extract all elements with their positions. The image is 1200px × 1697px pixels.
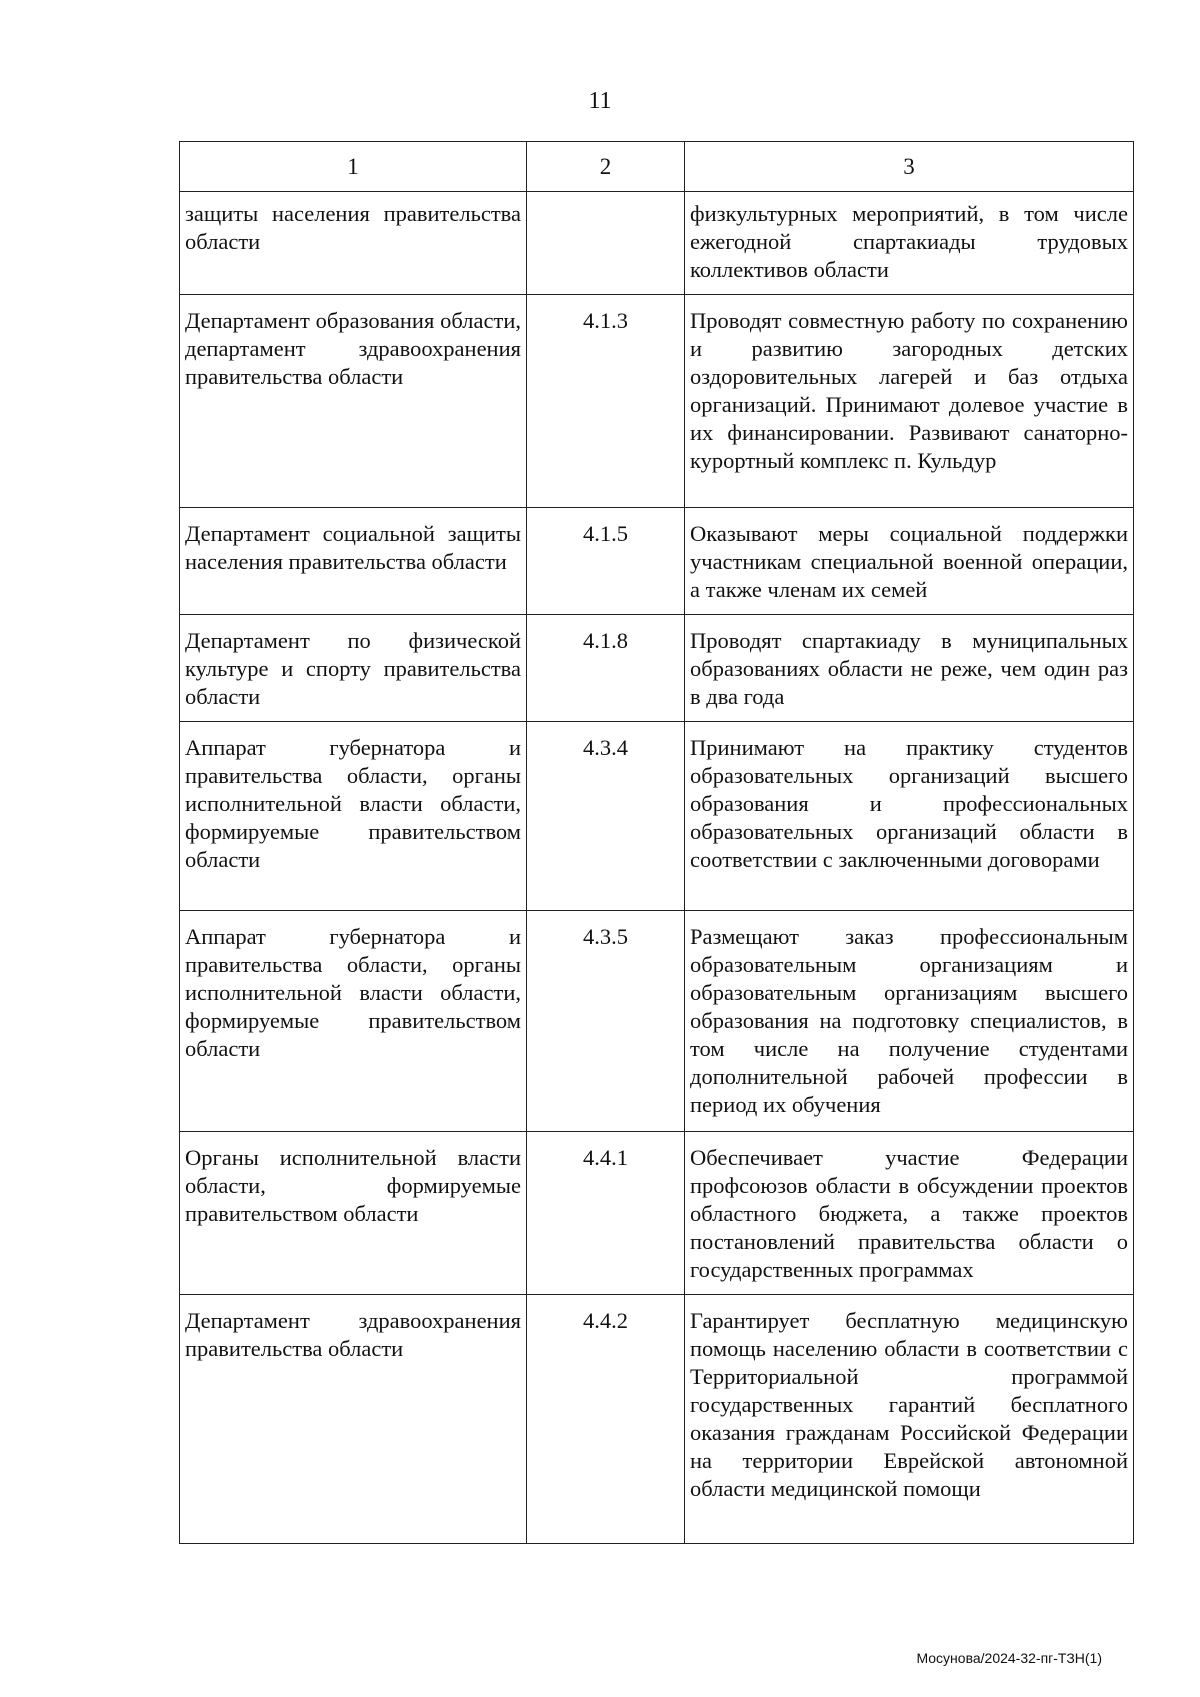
- department-cell: Департамент здравоохранения правительства области: [180, 1295, 527, 1544]
- action-cell: физкультурных мероприятий, в том числе ежегодной спартакиады трудовых коллективов области: [685, 192, 1134, 295]
- table-row: [180, 295, 1134, 508]
- action-cell: Размещают заказ профессиональным образовательным организациям и образовательным организациям высшего образования на подготовку специалистов, в том числе на получение студентами дополнительной рабочей профессии в период их обучения: [685, 911, 1134, 1132]
- table-row: [180, 192, 1134, 295]
- item-number-cell: 4.3.4: [527, 722, 685, 911]
- department-cell: Аппарат губернатора и правительства области, органы исполнительной власти области, формируемые правительством области: [180, 911, 527, 1132]
- department-cell: Департамент образования области, департамент здравоохранения правительства области: [180, 295, 527, 508]
- item-number-cell: 4.1.3: [527, 295, 685, 508]
- table-row: [180, 911, 1134, 1132]
- table-row: [180, 1295, 1134, 1544]
- table-header-row: [180, 142, 1134, 192]
- department-cell: Департамент по физической культуре и спорту правительства области: [180, 615, 527, 722]
- item-number-cell: 4.3.5: [527, 911, 685, 1132]
- action-cell: Оказывают меры социальной поддержки участникам специальной военной операции, а также членам их семей: [685, 508, 1134, 615]
- department-cell: защиты населения правительства области: [180, 192, 527, 295]
- department-cell: Аппарат губернатора и правительства области, органы исполнительной власти области, формируемые правительством области: [180, 722, 527, 911]
- action-cell: Обеспечивает участие Федерации профсоюзов области в обсуждении проектов областного бюджета, а также проектов постановлений правительства области о государственных программах: [685, 1132, 1134, 1295]
- department-cell: Органы исполнительной власти области, формируемые правительством области: [180, 1132, 527, 1295]
- item-number-cell: 4.1.5: [527, 508, 685, 615]
- department-cell: Департамент социальной защиты населения правительства области: [180, 508, 527, 615]
- page-number: 11: [588, 88, 612, 114]
- document-footer-code: Мосунова/2024-32-пг-ТЗН(1): [916, 1650, 1102, 1666]
- column-header-3: 3: [685, 142, 1134, 192]
- item-number-cell: 4.4.1: [527, 1132, 685, 1295]
- item-number-cell: 4.4.2: [527, 1295, 685, 1544]
- table-row: [180, 615, 1134, 722]
- table-row: [180, 508, 1134, 615]
- column-header-1: 1: [180, 142, 527, 192]
- action-cell: Проводят спартакиаду в муниципальных образованиях области не реже, чем один раз в два года: [685, 615, 1134, 722]
- item-number-cell: [527, 192, 685, 295]
- responsibility-table: [179, 141, 1134, 1544]
- item-number-cell: 4.1.8: [527, 615, 685, 722]
- action-cell: Проводят совместную работу по сохранению и развитию загородных детских оздоровительных лагерей и баз отдыха организаций. Принимают долевое участие в их финансировании. Развивают санаторно-курортный комплекс п. Кульдур: [685, 295, 1134, 508]
- action-cell: Принимают на практику студентов образовательных организаций высшего образования и профессиональных образовательных организаций области в соответствии с заключенными договорами: [685, 722, 1134, 911]
- action-cell: Гарантирует бесплатную медицинскую помощь населению области в соответствии с Территориальной программой государственных гарантий бесплатного оказания гражданам Российской Федерации на территории Еврейской автономной области медицинской помощи: [685, 1295, 1134, 1544]
- column-header-2: 2: [527, 142, 685, 192]
- table-row: [180, 722, 1134, 911]
- table-row: [180, 1132, 1134, 1295]
